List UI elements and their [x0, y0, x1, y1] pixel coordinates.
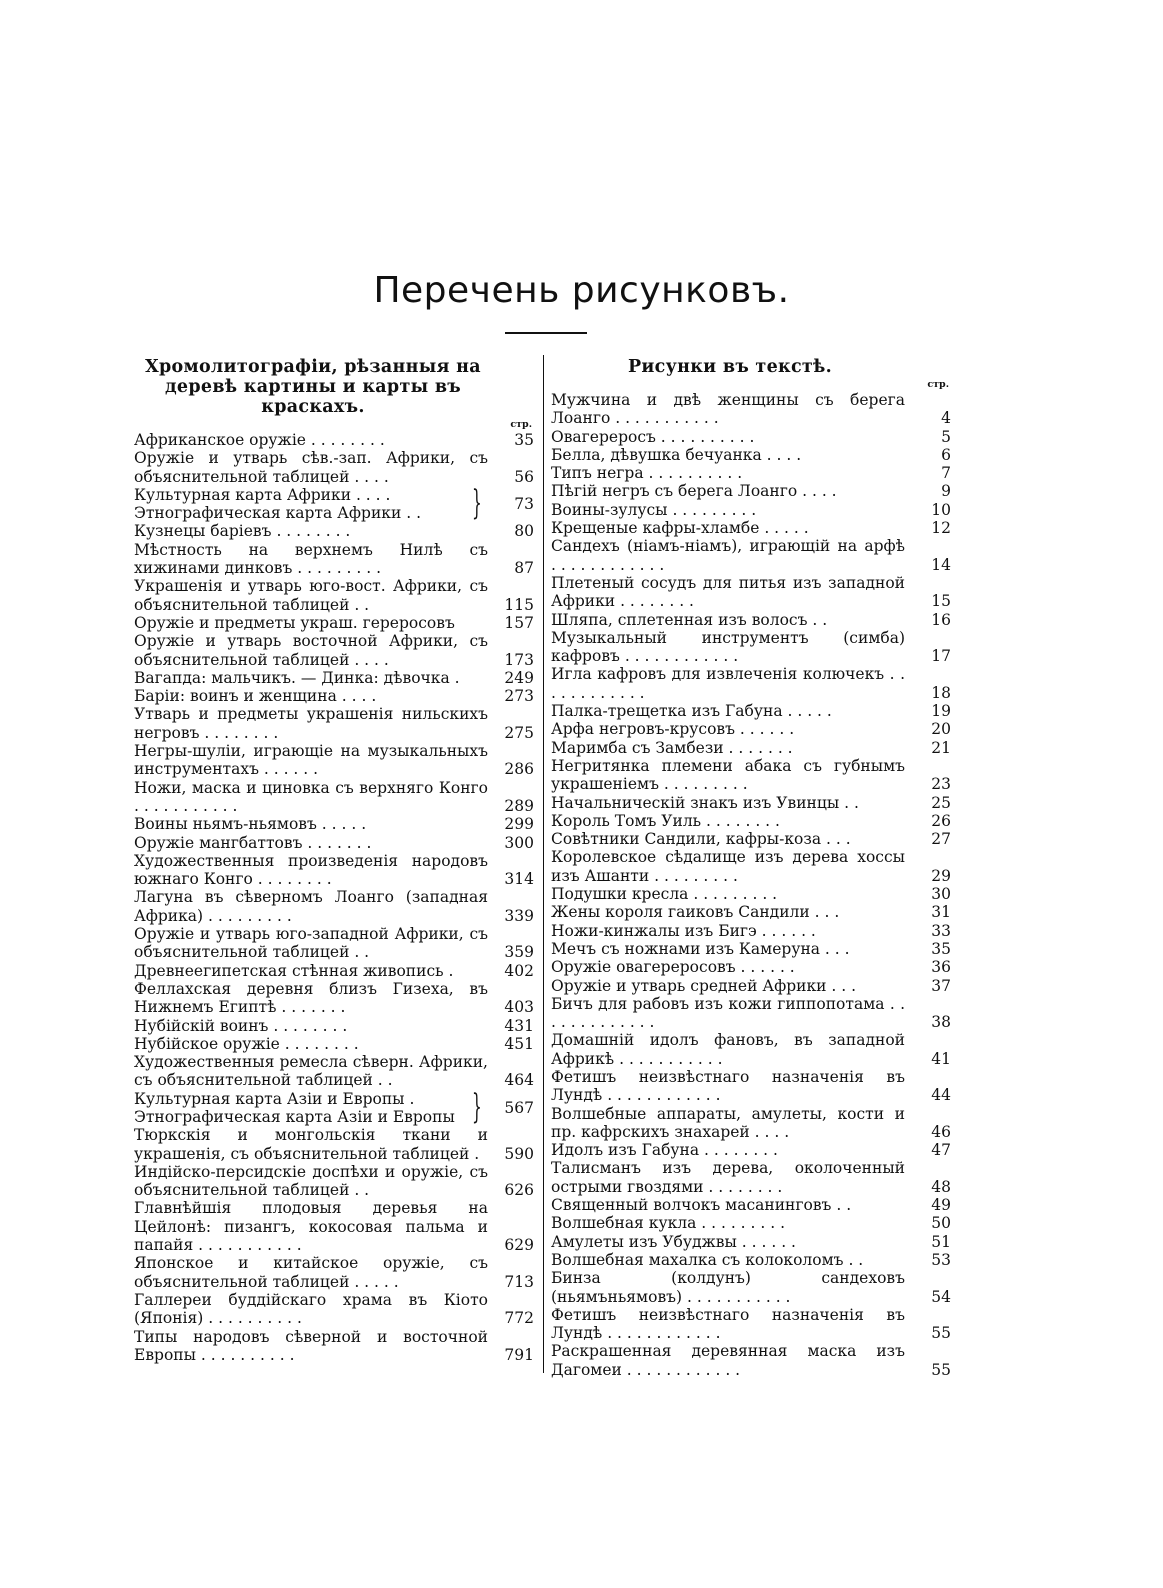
entry-page-number: 275 [504, 723, 534, 742]
entry-page-number: 629 [504, 1236, 534, 1255]
entry-page-number: 49 [931, 1196, 951, 1215]
list-item [551, 702, 953, 720]
entry-title: Раскрашенная деревянная маска изъ Дагомеи . . . . . . . . . . . . [551, 1342, 905, 1379]
entry-page-number: 286 [504, 760, 534, 779]
entry-page-number: 80 [514, 522, 534, 541]
entry-page-number: 14 [931, 555, 951, 574]
entry-title: Украшенія и утварь юго-вост. Африки, съ объяснительной таблицей . . [134, 577, 488, 614]
list-item [134, 834, 536, 852]
list-item [551, 848, 953, 885]
list-item [551, 940, 953, 958]
entry-page-number: 23 [931, 775, 951, 794]
list-item [551, 1196, 953, 1214]
entry-title: Оружіе и утварь восточной Африки, съ объяснительной таблицей . . . . [134, 632, 488, 669]
entry-title: Тюркскія и монгольскія ткани и украшенія, съ объяснительной таблицей . [134, 1126, 488, 1163]
list-item [134, 852, 536, 889]
entry-title: Утварь и предметы украшенія нильскихъ негровъ . . . . . . . . [134, 705, 488, 742]
entry-page-number: 791 [504, 1345, 534, 1364]
entry-page-number: 16 [931, 610, 951, 629]
right-page-label: стр. [927, 379, 949, 390]
list-item [551, 1141, 953, 1159]
entry-title: Этнографическая карта Азіи и Европы [134, 1107, 455, 1126]
list-item [134, 577, 536, 614]
list-item [551, 537, 953, 574]
entry-page-number: 36 [931, 958, 951, 977]
entry-title: Нубійское оружіе . . . . . . . . [134, 1034, 359, 1053]
list-item [551, 519, 953, 537]
list-item [134, 962, 536, 980]
list-item [134, 705, 536, 742]
entry-title: Галлереи буддійскаго храма въ Кіото (Японія) . . . . . . . . . . [134, 1290, 488, 1328]
entry-title: Мѣстность на верхнемъ Нилѣ съ хижинами динковъ . . . . . . . . . [134, 540, 488, 578]
entry-page-number: 431 [504, 1016, 534, 1035]
entry-title: Лагуна въ сѣверномъ Лоанго (западная Африка) . . . . . . . . . [134, 888, 488, 925]
list-item [551, 794, 953, 812]
entry-page-number: 626 [504, 1181, 534, 1200]
list-item [551, 977, 953, 995]
list-item [551, 1342, 953, 1379]
entry-page-number: 35 [514, 431, 534, 449]
list-item [551, 812, 953, 830]
entry-group [134, 482, 536, 523]
list-item [134, 541, 536, 578]
entry-title: Японское и китайское оружіе, съ объяснительной таблицей . . . . . [134, 1254, 488, 1291]
list-item [134, 449, 536, 486]
right-entry-list [551, 391, 953, 1379]
entry-title: Оружіе мангбаттовъ . . . . . . . [134, 833, 372, 852]
list-item [551, 665, 953, 702]
list-item [551, 1306, 953, 1343]
list-item [134, 1017, 536, 1035]
left-column [134, 357, 536, 1364]
entry-page-number: 4 [941, 409, 951, 428]
list-item [551, 1251, 953, 1269]
entry-title: Негритянка племени абака съ губнымъ украшеніемъ . . . . . . . . . [551, 756, 905, 794]
entry-page-number: 451 [504, 1034, 534, 1053]
list-item [551, 757, 953, 794]
entry-page-number: 87 [514, 559, 534, 578]
list-item [134, 687, 536, 705]
entry-page-number: 29 [931, 866, 951, 885]
entry-title: Волшебная махалка съ колоколомъ . . [551, 1250, 864, 1269]
entry-page-number: 27 [931, 830, 951, 849]
entry-page-number: 157 [504, 613, 534, 632]
entry-title: Типъ негра . . . . . . . . . . [551, 464, 743, 483]
entry-page-number: 21 [931, 738, 951, 757]
list-item [551, 1105, 953, 1142]
entry-page-number: 464 [504, 1071, 534, 1090]
right-column [551, 357, 953, 1379]
list-item [551, 903, 953, 921]
list-item [134, 1035, 536, 1053]
list-item [551, 995, 953, 1032]
entry-page-number: 47 [931, 1141, 951, 1160]
entry-title: Феллахская деревня близъ Гизеха, въ Нижнемъ Египтѣ . . . . . . . [134, 979, 488, 1017]
entry-title: Индійско-персидскіе доспѣхи и оружіе, съ объяснительной таблицей . . [134, 1162, 488, 1200]
entry-page-number: 31 [931, 903, 951, 922]
list-item [134, 1328, 536, 1365]
entry-title: Главнѣйшія плодовыя деревья на Цейлонѣ: пизангъ, кокосовая пальма и папайя . . . . . . . . . . . [134, 1199, 488, 1255]
entry-page-number: 402 [504, 961, 534, 980]
list-item [134, 742, 536, 779]
entry-page-number: 314 [504, 870, 534, 889]
entry-title: Африканское оружіе . . . . . . . . [134, 431, 385, 449]
entry-page-number: 41 [931, 1049, 951, 1068]
entry-group [134, 1086, 536, 1127]
list-item [551, 464, 953, 482]
entry-title: Культурная карта Азіи и Европы . [134, 1089, 415, 1108]
list-item [134, 669, 536, 687]
list-item [551, 885, 953, 903]
entry-title: Волшебные аппараты, амулеты, кости и пр. кафрскихъ знахарей . . . . [551, 1104, 905, 1141]
list-item [551, 611, 953, 629]
list-item [551, 501, 953, 519]
entry-title: Король Томъ Уиль . . . . . . . . [551, 811, 780, 830]
entry-title: Арфа негровъ-крусовъ . . . . . . [551, 720, 795, 739]
entry-title: Музыкальный инструментъ (симба) кафровъ . . . . . . . . . . . . [551, 628, 905, 666]
entry-page-number: 115 [504, 595, 534, 614]
entry-title: Ножи, маска и циновка съ верхняго Конго . . . . . . . . . . . [134, 778, 488, 815]
entry-page-number: 44 [931, 1086, 951, 1105]
entry-page-number: 25 [931, 793, 951, 812]
left-entry-list [134, 431, 536, 1364]
entry-page-number: 51 [931, 1232, 951, 1251]
entry-title: Идолъ изъ Габуна . . . . . . . . [551, 1141, 778, 1160]
entry-page-number: 10 [931, 500, 951, 519]
entry-page-number: 299 [504, 815, 534, 834]
entry-title: Волшебная кукла . . . . . . . . . [551, 1214, 786, 1233]
entry-page-number: 37 [931, 976, 951, 995]
entry-title: Фетишъ неизвѣстнаго назначенія въ Лундѣ . . . . . . . . . . . . [551, 1067, 905, 1105]
entry-page-number: 38 [931, 1013, 951, 1032]
entry-title: Амулеты изъ Убуджвы . . . . . . [551, 1232, 796, 1251]
entry-title: Овагереросъ . . . . . . . . . . [551, 427, 755, 446]
entry-page-number: 6 [941, 445, 951, 464]
left-page-label: стр. [510, 419, 532, 430]
list-item [551, 958, 953, 976]
entry-title: Маримба съ Замбези . . . . . . . [551, 738, 793, 757]
list-item [134, 980, 536, 1017]
entry-title: Культурная карта Африки . . . . [134, 485, 391, 504]
entry-title: Этнографическая карта Африки . . [134, 504, 422, 523]
entry-title: Негры-шуліи, играющіе на музыкальныхъ инструментахъ . . . . . . [134, 742, 488, 779]
entry-title: Нубійскій воинъ . . . . . . . . [134, 1016, 348, 1035]
entry-page-number: 249 [504, 668, 534, 687]
entry-page-number: 48 [931, 1177, 951, 1196]
entry-title: Королевское сѣдалище изъ дерева хоссы изъ Ашанти . . . . . . . . . [551, 848, 905, 885]
list-item [551, 720, 953, 738]
entry-title: Воины ньямъ-ньямовъ . . . . . [134, 815, 367, 834]
entry-page-number: 9 [941, 482, 951, 501]
entry-title: Оружіе и утварь средней Африки . . . [551, 976, 857, 995]
entry-title: Оружіе овагереросовъ . . . . . . [551, 958, 795, 977]
list-item [134, 779, 536, 816]
list-item [551, 482, 953, 500]
list-item [134, 632, 536, 669]
list-item [134, 1053, 536, 1090]
list-item [551, 446, 953, 464]
column-divider [543, 355, 544, 1373]
list-item [134, 815, 536, 833]
list-item [551, 1269, 953, 1306]
entry-title: Жены короля гаиковъ Сандили . . . [551, 903, 840, 922]
entry-page-number: 590 [504, 1144, 534, 1163]
entry-page-number: 173 [504, 650, 534, 669]
entry-page-number: 30 [931, 885, 951, 904]
entry-page-number: 300 [504, 833, 534, 852]
entry-title: Палка-трещетка изъ Габуна . . . . . [551, 702, 832, 721]
brace-icon: } [472, 482, 483, 523]
list-item [134, 614, 536, 632]
entry-page-number: 46 [931, 1122, 951, 1141]
entry-title: Древнеегипетская стѣнная живопись . [134, 961, 454, 980]
list-item [551, 830, 953, 848]
entry-page-number: 772 [504, 1309, 534, 1328]
entry-title: Бинза (колдунъ) сандеховъ (ньямъньямовъ) . . . . . . . . . . . [551, 1269, 905, 1306]
entry-title: Оружіе и утварь юго-западной Африки, съ объяснительной таблицей . . [134, 925, 488, 962]
list-item [551, 629, 953, 666]
list-item [551, 1214, 953, 1232]
list-item [134, 431, 536, 449]
entry-title: Художественныя произведенія народовъ южнаго Конго . . . . . . . . [134, 851, 488, 889]
entry-page-number: 403 [504, 998, 534, 1017]
entry-page-number: 20 [931, 720, 951, 739]
list-item [551, 1159, 953, 1196]
list-item [551, 1068, 953, 1105]
entry-page-number: 26 [931, 811, 951, 830]
entry-title: Фетишъ неизвѣстнаго назначенія въ Лундѣ . . . . . . . . . . . . [551, 1305, 905, 1343]
list-item [134, 1163, 536, 1200]
list-item [551, 922, 953, 940]
entry-title: Вагапда: мальчикъ. — Динка: дѣвочка . [134, 668, 460, 687]
entry-page-number: 7 [941, 464, 951, 483]
list-item [134, 925, 536, 962]
entry-title: Бичъ для рабовъ изъ кожи гиппопотама . . . . . . . . . . . . . [551, 994, 905, 1032]
entry-title: Ножи-кинжалы изъ Бигэ . . . . . . [551, 921, 816, 940]
entry-page-number: 53 [931, 1250, 951, 1269]
page-title: Перечень рисунковъ. [373, 270, 790, 311]
entry-title: Воины-зулусы . . . . . . . . . [551, 500, 757, 519]
entry-page-number: 19 [931, 702, 951, 721]
entry-title: Белла, дѣвушка бечуанка . . . . [551, 445, 802, 464]
entry-page-number: 50 [931, 1214, 951, 1233]
brace-icon: } [472, 1086, 483, 1127]
title-divider [505, 332, 587, 334]
entry-page-number: 339 [504, 906, 534, 925]
entry-page-number: 35 [931, 939, 951, 958]
entry-title: Плетеный сосудъ для питья изъ западной Африки . . . . . . . . [551, 573, 905, 611]
list-item [134, 1199, 536, 1254]
entry-title: Начальническій знакъ изъ Увинцы . . [551, 793, 859, 812]
entry-title: Игла кафровъ для извлеченія колючекъ . . . . . . . . . . . . [551, 665, 905, 702]
entry-title: Типы народовъ сѣверной и восточной Европы . . . . . . . . . . [134, 1327, 488, 1364]
entry-page-number: 33 [931, 921, 951, 940]
list-item [134, 888, 536, 925]
entry-title: Талисманъ изъ дерева, околоченный острыми гвоздями . . . . . . . . [551, 1159, 905, 1196]
entry-title: Оружіе и предметы украш. гереросовъ [134, 613, 455, 632]
entry-page-number: 15 [931, 592, 951, 611]
entry-page-number: 273 [504, 687, 534, 706]
entry-title: Пѣгій негръ съ берега Лоанго . . . . [551, 482, 837, 501]
entry-page-number: 567 [504, 1098, 534, 1117]
entry-title: Домашній идолъ фановъ, въ западной Африкѣ . . . . . . . . . . . [551, 1031, 905, 1068]
left-column-heading: Хромолитографіи, рѣзанныя на деревѣ картины и карты въ краскахъ. [145, 357, 481, 417]
entry-page-number: 5 [941, 427, 951, 446]
right-column-heading: Рисунки въ текстѣ. [627, 357, 833, 377]
entry-page-number: 73 [514, 494, 534, 513]
entry-title: Сандехъ (ніамъ-ніамъ), играющій на арфѣ . . . . . . . . . . . . [551, 537, 905, 574]
list-item [134, 1126, 536, 1163]
entry-title: Подушки кресла . . . . . . . . . [551, 885, 778, 904]
entry-title: Мужчина и двѣ женщины съ берега Лоанго . . . . . . . . . . . [551, 391, 905, 428]
list-item [134, 522, 536, 540]
entry-page-number: 359 [504, 943, 534, 962]
list-item [134, 1254, 536, 1291]
entry-page-number: 56 [514, 467, 534, 486]
entry-title: Мечъ съ ножнами изъ Камеруна . . . [551, 939, 850, 958]
list-item [551, 739, 953, 757]
list-item [551, 1031, 953, 1068]
entry-title: Крещеные кафры-хламбе . . . . . [551, 519, 809, 538]
list-item [551, 1233, 953, 1251]
entry-title: Оружіе и утварь сѣв.-зап. Африки, съ объяснительной таблицей . . . . [134, 449, 488, 486]
entry-page-number: 289 [504, 796, 534, 815]
entry-title: Художественныя ремесла сѣверн. Африки, съ объяснительной таблицей . . [134, 1053, 488, 1090]
entry-page-number: 18 [931, 683, 951, 702]
entry-page-number: 55 [931, 1324, 951, 1343]
entry-title: Совѣтники Сандили, кафры-коза . . . [551, 830, 851, 849]
entry-page-number: 55 [931, 1360, 951, 1379]
list-item [134, 1291, 536, 1328]
entry-page-number: 713 [504, 1272, 534, 1291]
entry-page-number: 12 [931, 519, 951, 538]
list-item [551, 391, 953, 428]
entry-title: Кузнецы баріевъ . . . . . . . . [134, 522, 351, 541]
entry-page-number: 54 [931, 1287, 951, 1306]
entry-page-number: 17 [931, 647, 951, 666]
list-item [551, 574, 953, 611]
entry-title: Шляпа, сплетенная изъ волосъ . . [551, 610, 828, 629]
entry-title: Баріи: воинъ и женщина . . . . [134, 687, 377, 706]
list-item [551, 428, 953, 446]
entry-title: Священный волчокъ масанинговъ . . [551, 1196, 852, 1215]
